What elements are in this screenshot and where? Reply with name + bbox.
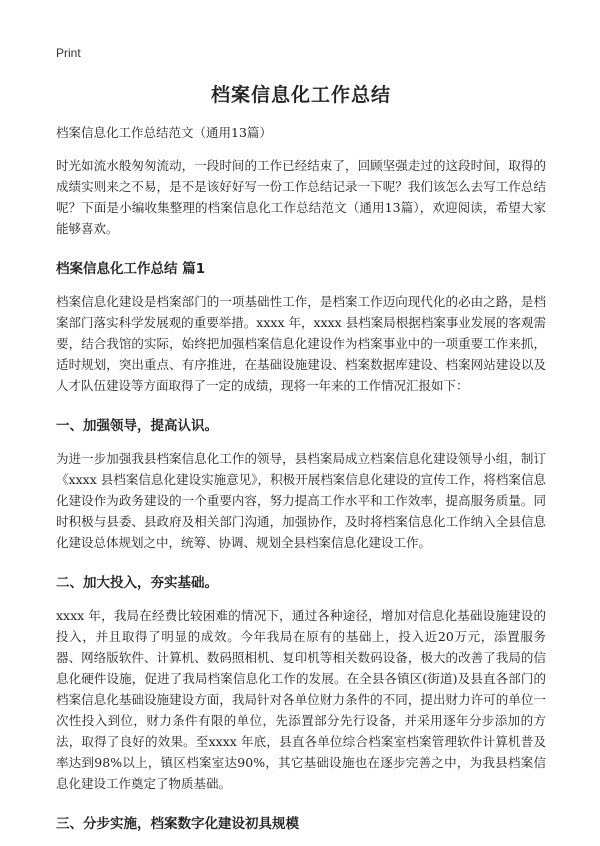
- print-link[interactable]: Print: [56, 46, 81, 60]
- section-heading-2: 二、加大投入，夯实基础。: [56, 575, 218, 591]
- section-paragraph-2: xxxx 年，我局在经费比较困难的情况下，通过各种途径，增加对信息化基础设施建设的投入，并且取得了明显的成效。今年我局在原有的基础上，投入近20万元，添置服务器、网络版软件、计算机、数码照相机、复印机等相关数码设备，极大的改善了我局的信息化硬件设施，促进了我局档案信息化工作的发展。在全县各镇区(街道)及县直各部门的档案信息化基础设施建设方面，我局针对各单位财力条件的不同，提出财力许可的单位一次性投入到位，财力条件有限的单位，先添置部分先行设备，并采用逐年分步添加的方法，取得了良好的效果。至xxxx 年底，县直各单位综合档案室档案管理软件计算机普及率达到98%以上，镇区档案室达90%，其它基础设施也在逐步完善之中，为我县档案信息化建设工作奠定了物质基础。: [56, 608, 546, 791]
- article-heading: 档案信息化工作总结 篇1: [56, 261, 206, 277]
- intro-paragraph: 时光如流水般匆匆流动，一段时间的工作已经结束了，回顾坚强走过的这段时间，取得的成绩实则来之不易，是不是该好好写一份工作总结记录一下呢？我们该怎么去写工作总结呢？下面是小编收集整理的档案信息化工作总结范文（通用13篇），欢迎阅读，希望大家能够喜欢。: [56, 158, 546, 236]
- article-paragraph: 档案信息化建设是档案部门的一项基础性工作，是档案工作迈向现代化的必由之路，是档案部门落实科学发展观的重要举措。xxxx 年，xxxx 县档案局根据档案事业发展的客观需要，结合我馆的实际，始终把加强档案信息化建设作为档案事业中的一项重要工作来抓，适时规划，突出重点、有序推进，在基础设施建设、档案数据库建设、档案网站建设以及人才队伍建设等方面取得了一定的成绩，现将一年来的工作情况汇报如下：: [56, 294, 546, 393]
- section-paragraph-1: 为进一步加强我县档案信息化工作的领导，县档案局成立档案信息化建设领导小组，制订《xxxx 县档案信息化建设实施意见》，积极开展档案信息化建设的宣传工作，将档案信息化建设作为政务建设的一个重要内容，努力提高工作水平和工作效率，提高服务质量。同时积极与县委、县政府及相关部门沟通，加强协作，及时将档案信息化工作纳入全县信息化建设总体规划之中，统筹、协调、规划全县档案信息化建设工作。: [56, 451, 546, 550]
- section-heading-3: 三、分步实施，档案数字化建设初具规模: [56, 816, 299, 832]
- document-subtitle: 档案信息化工作总结范文（通用13篇）: [56, 125, 272, 140]
- section-heading-1: 一、加强领导，提高认识。: [56, 418, 218, 434]
- document-body: [56, 74, 546, 846]
- page-title: 档案信息化工作总结: [210, 84, 391, 106]
